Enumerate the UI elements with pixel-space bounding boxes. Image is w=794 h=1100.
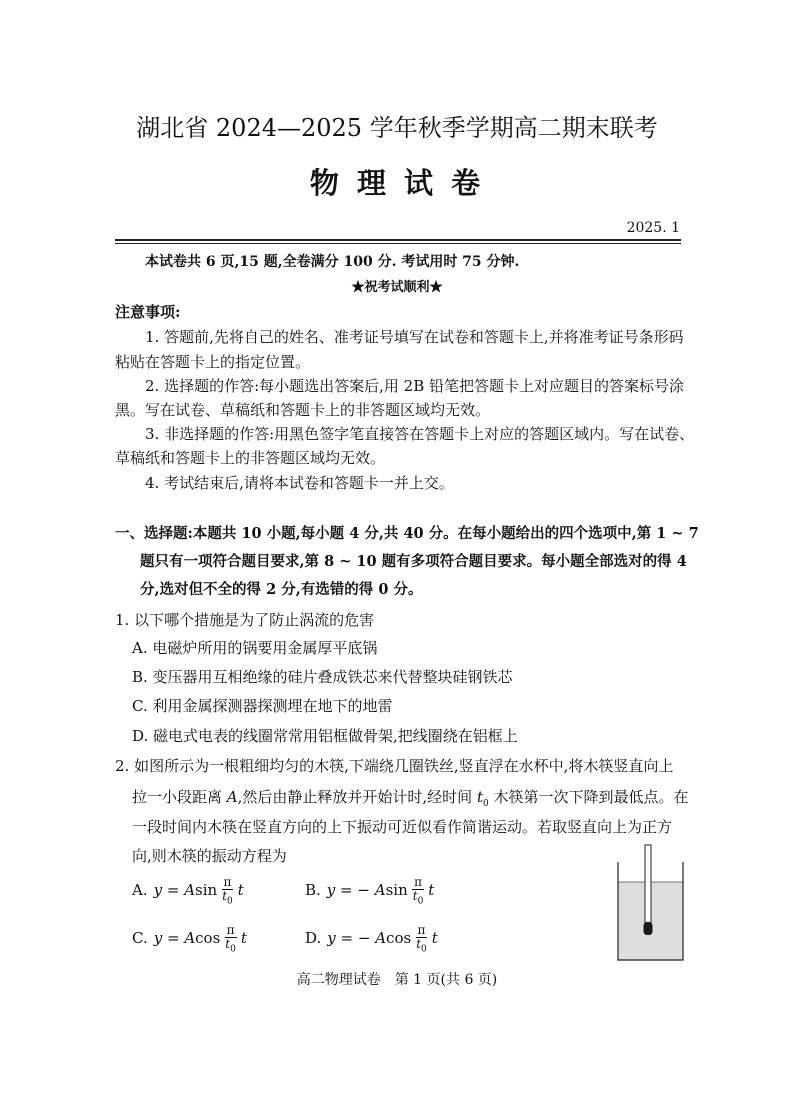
- section-heading-line: 一、选择题:本题共 10 小题,每小题 4 分,共 40 分。在每小题给出的四个选项中,第 1 ~ 7: [115, 525, 699, 542]
- option-label: D.: [305, 928, 322, 947]
- note-line: 粘贴在答题卡上的指定位置。: [115, 353, 311, 371]
- question-1-option-c: C. 利用金属探测器探测埋在地下的地雷: [132, 697, 393, 715]
- time-subscript: 0: [482, 799, 489, 809]
- subject-title: 物 理 试 卷: [309, 166, 485, 200]
- amplitude-symbol: A: [226, 788, 238, 806]
- note-line: 3. 非选择题的作答:用黑色签字笔直接答在答题卡上对应的答题区域内。写在试卷、: [145, 425, 695, 443]
- fraction-numerator: π: [223, 875, 232, 889]
- question-2-option-a: [132, 875, 244, 907]
- den-var: t: [225, 937, 231, 951]
- fraction-denominator: [223, 937, 238, 955]
- question-1-option-a: A. 电磁炉所用的锅要用金属厚平底锅: [132, 639, 378, 657]
- den-subscript: 0: [417, 896, 424, 907]
- option-label: C.: [132, 928, 148, 947]
- amplitude: A: [374, 880, 386, 899]
- fraction-denominator: [411, 889, 426, 907]
- amplitude: A: [184, 880, 196, 899]
- question-2-option-d: [305, 923, 438, 955]
- note-line: 草稿纸和答题卡上的非答题区域均无效。: [115, 449, 386, 467]
- question-2-stem-line: 向,则木筷的振动方程为: [132, 847, 287, 865]
- equals: =: [162, 880, 185, 899]
- time-var: t: [240, 928, 247, 947]
- stem-text: 拉一小段距离: [132, 788, 227, 806]
- exam-title: 湖北省 2024—2025 学年秋季学期高二期末联考: [136, 114, 658, 142]
- option-label: B.: [305, 880, 321, 899]
- equals: =: [162, 928, 185, 947]
- cup-chopstick-figure: [605, 840, 695, 965]
- fraction: [223, 923, 238, 955]
- notes-heading: 注意事项:: [115, 303, 181, 321]
- fraction: [411, 875, 426, 907]
- stem-text: ,然后由静止释放并开始计时,经时间: [237, 788, 477, 806]
- var-y: y: [153, 928, 163, 947]
- header-rule-thick: [115, 239, 681, 241]
- section-heading-line: 分,选对但不全的得 2 分,有选错的得 0 分。: [140, 581, 423, 598]
- amplitude: A: [184, 928, 196, 947]
- equals: = −: [335, 880, 375, 899]
- question-2-stem-line: 2. 如图所示为一根粗细均匀的木筷,下端绕几圈铁丝,竖直浮在水杯中,将木筷竖直向上: [115, 757, 674, 775]
- fraction-numerator: π: [414, 875, 422, 889]
- var-y: y: [327, 928, 336, 947]
- fraction-denominator: [220, 889, 235, 907]
- chopstick: [645, 845, 651, 931]
- question-1-stem: 1. 以下哪个措施是为了防止涡流的危害: [115, 611, 375, 629]
- question-2-option-c: [132, 923, 247, 955]
- option-label: A.: [132, 880, 148, 899]
- question-2-stem-line: [132, 788, 689, 809]
- fraction: [414, 923, 429, 955]
- iron-wire: [644, 922, 653, 935]
- time-symbol: t: [476, 788, 483, 806]
- note-line: 1. 答题前,先将自己的姓名、准考证号填写在试卷和答题卡上,并将准考证号条形码: [145, 328, 684, 346]
- den-subscript: 0: [230, 944, 236, 955]
- question-1-option-b: B. 变压器用互相绝缘的硅片叠成铁芯来代替整块硅钢铁芯: [132, 668, 513, 686]
- exam-info: 本试卷共 6 页,15 题,全卷满分 100 分. 考试用时 75 分钟.: [145, 254, 520, 270]
- function: cos: [386, 928, 412, 947]
- var-y: y: [326, 880, 336, 899]
- fraction-numerator: π: [417, 923, 426, 937]
- equals: = −: [335, 928, 376, 947]
- header-rule-thin: [115, 243, 681, 244]
- time-var: t: [237, 880, 244, 899]
- note-line: 黑。写在试卷、草稿纸和答题卡上的非答题区域均无效。: [115, 401, 491, 419]
- section-heading-line: 题只有一项符合题目要求,第 8 ~ 10 题有多项符合题目要求。每小题全部选对的得 4: [140, 553, 687, 570]
- den-subscript: 0: [421, 944, 427, 955]
- stem-text: 木筷第一次下降到最低点。在: [488, 788, 689, 806]
- exam-date: 2025. 1: [626, 220, 680, 236]
- good-luck-line: ★祝考试顺利★: [351, 280, 443, 295]
- fraction-denominator: [414, 937, 429, 955]
- function: sin: [385, 880, 408, 899]
- den-var: t: [416, 937, 422, 951]
- question-2-option-b: [305, 875, 435, 907]
- note-line: 2. 选择题的作答:每小题选出答案后,用 2B 铅笔把答题卡上对应题目的答案标号涂: [145, 377, 685, 395]
- time-var: t: [428, 880, 435, 899]
- den-var: t: [412, 889, 418, 903]
- amplitude: A: [375, 928, 387, 947]
- question-2-stem-line: 一段时间内木筷在竖直方向的上下振动可近似看作简谐运动。若取竖直向上为正方: [132, 818, 673, 836]
- page-footer: 高二物理试卷 第 1 页(共 6 页): [296, 972, 498, 988]
- den-subscript: 0: [227, 896, 233, 907]
- function: sin: [195, 880, 218, 899]
- fraction: [220, 875, 235, 907]
- function: cos: [195, 928, 221, 947]
- note-line: 4. 考试结束后,请将本试卷和答题卡一并上交。: [145, 474, 454, 492]
- var-y: y: [153, 880, 163, 899]
- fraction-numerator: π: [226, 923, 235, 937]
- time-var: t: [431, 928, 438, 947]
- den-var: t: [222, 889, 228, 903]
- question-1-option-d: D. 磁电式电表的线圈常常用铝框做骨架,把线圈绕在铝框上: [132, 727, 518, 745]
